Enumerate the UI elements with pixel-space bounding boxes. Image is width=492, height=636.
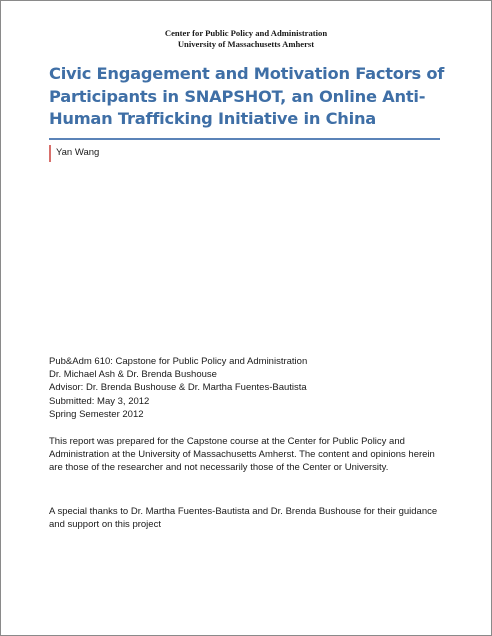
- institution-header: [1, 28, 491, 50]
- author-name: Yan Wang: [56, 147, 100, 158]
- instructors-line: Dr. Michael Ash & Dr. Brenda Bushouse: [49, 369, 217, 381]
- header-university-name: University of Massachusetts Amherst: [177, 39, 315, 49]
- document-title: Civic Engagement and Motivation Factors of Participants in SNAPSHOT, an Online Anti-Human Trafficking Initiative in China: [49, 64, 445, 128]
- advisor-line: Advisor: Dr. Brenda Bushouse & Dr. Martha Fuentes-Bautista: [49, 382, 307, 394]
- author-accent-bar: [49, 145, 51, 162]
- title-divider: [49, 138, 440, 140]
- header-center-name: Center for Public Policy and Administration: [164, 28, 328, 38]
- submitted-line: Submitted: May 3, 2012: [49, 395, 150, 407]
- disclaimer-paragraph: This report was prepared for the Capstone course at the Center for Public Policy and Administration at the University of Massachusetts Amherst. The content and opinions herein are those of the researcher and not necessarily those of the Center or University.: [49, 436, 435, 474]
- acknowledgement-paragraph: A special thanks to Dr. Martha Fuentes-Bautista and Dr. Brenda Bushouse for their guidance and support on this project: [49, 506, 438, 531]
- course-info-block: [49, 355, 449, 421]
- semester-line: Spring Semester 2012: [49, 408, 144, 420]
- course-line: Pub&Adm 610: Capstone for Public Policy and Administration: [49, 356, 308, 367]
